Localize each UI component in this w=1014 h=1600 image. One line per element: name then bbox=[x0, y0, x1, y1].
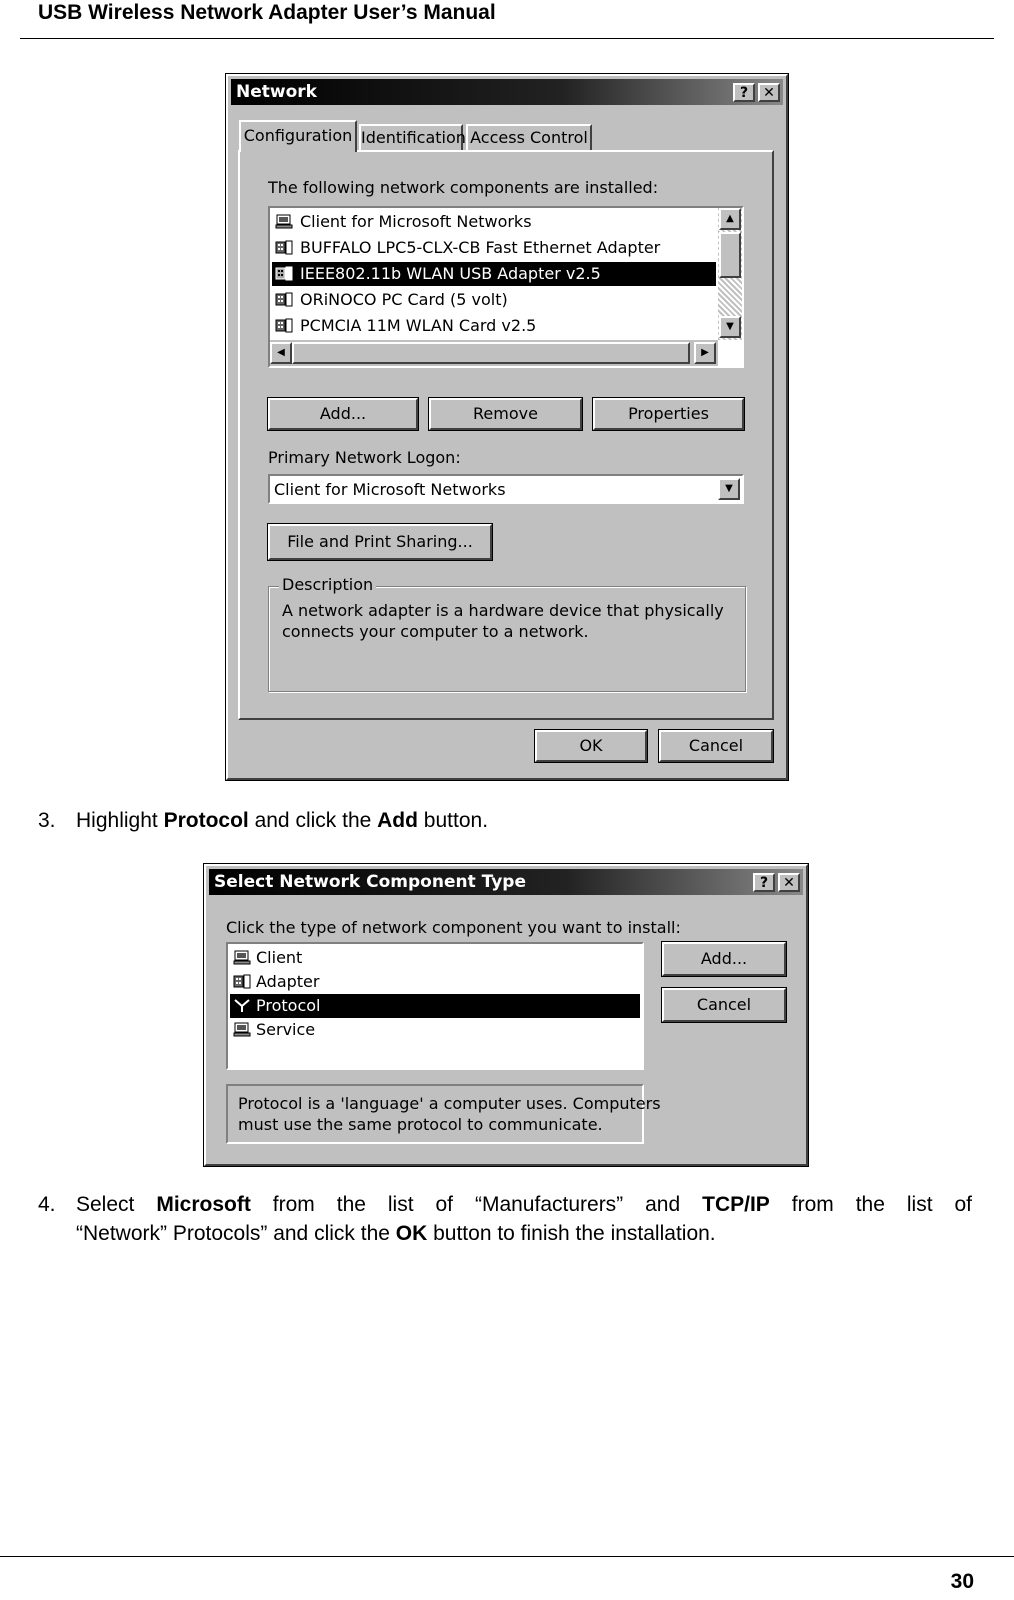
step-text: from the list of “Manufacturers” and bbox=[250, 1193, 703, 1216]
network-dialog-title: Network bbox=[236, 82, 317, 102]
component-type-prompt: Click the type of network component you want to install: bbox=[226, 918, 681, 937]
close-button[interactable]: ✕ bbox=[778, 873, 800, 892]
footer-rule bbox=[0, 1556, 1014, 1557]
adapter-icon bbox=[275, 240, 293, 255]
properties-button[interactable]: Properties bbox=[593, 398, 744, 430]
primary-logon-select[interactable] bbox=[268, 474, 744, 504]
step-4 bbox=[38, 1190, 972, 1248]
components-list-items bbox=[270, 208, 718, 340]
component-label: IEEE802.11b WLAN USB Adapter v2.5 bbox=[300, 264, 601, 283]
add-button[interactable]: Add... bbox=[268, 398, 418, 430]
network-dialog bbox=[226, 74, 788, 780]
network-dialog-titlebar bbox=[231, 79, 783, 105]
protocol-icon bbox=[233, 998, 251, 1013]
list-item[interactable] bbox=[230, 1018, 640, 1042]
step-4-line-2 bbox=[38, 1219, 972, 1248]
scroll-up-icon[interactable]: ▲ bbox=[719, 208, 741, 230]
tab-configuration-label: Configuration bbox=[243, 126, 353, 145]
primary-logon-label: Primary Network Logon: bbox=[268, 448, 461, 467]
step-4-line-1 bbox=[38, 1190, 972, 1219]
list-item-selected[interactable] bbox=[230, 994, 640, 1018]
components-label: The following network components are installed: bbox=[268, 178, 659, 197]
add-button[interactable]: Add... bbox=[662, 942, 786, 976]
list-item[interactable] bbox=[272, 288, 716, 312]
description-group bbox=[268, 575, 746, 692]
step-bold: Microsoft bbox=[156, 1193, 251, 1216]
component-type-label: Client bbox=[256, 948, 303, 967]
vertical-scrollbar[interactable] bbox=[718, 208, 742, 340]
scroll-left-icon[interactable]: ◀ bbox=[270, 342, 292, 364]
step-text: and click the bbox=[248, 809, 378, 832]
client-icon bbox=[275, 214, 293, 229]
chevron-down-icon[interactable]: ▼ bbox=[718, 478, 740, 500]
list-item[interactable] bbox=[272, 210, 716, 234]
component-type-list[interactable] bbox=[226, 942, 644, 1070]
component-label: Client for Microsoft Networks bbox=[300, 212, 532, 231]
step-bold: TCP/IP bbox=[702, 1193, 770, 1216]
select-dialog-title: Select Network Component Type bbox=[214, 872, 526, 892]
component-label: BUFFALO LPC5-CLX-CB Fast Ethernet Adapter bbox=[300, 238, 661, 257]
step-bold: Protocol bbox=[163, 809, 249, 832]
service-icon bbox=[233, 1022, 251, 1037]
primary-logon-value: Client for Microsoft Networks bbox=[274, 480, 506, 499]
step-number: 4. bbox=[38, 1193, 56, 1216]
tab-access-control[interactable] bbox=[466, 124, 592, 151]
header-rule bbox=[20, 38, 994, 39]
select-component-dialog bbox=[204, 864, 808, 1166]
list-item-selected[interactable] bbox=[272, 262, 716, 286]
list-item[interactable] bbox=[272, 314, 716, 338]
description-legend: Description bbox=[279, 575, 376, 594]
step-text: Highlight bbox=[76, 809, 164, 832]
page-number: 30 bbox=[950, 1570, 974, 1593]
component-description-line-1: Protocol is a 'language' a computer uses. Computers bbox=[238, 1094, 661, 1113]
component-type-label: Adapter bbox=[256, 972, 320, 991]
component-description-line-2: must use the same protocol to communicate. bbox=[238, 1115, 603, 1134]
step-text: button to finish the installation. bbox=[427, 1222, 716, 1245]
tab-configuration[interactable] bbox=[239, 120, 357, 152]
step-text: button. bbox=[417, 809, 489, 832]
scroll-down-icon[interactable]: ▼ bbox=[719, 316, 741, 338]
step-text: from the list of bbox=[769, 1193, 972, 1216]
component-label: PCMCIA 11M WLAN Card v2.5 bbox=[300, 316, 537, 335]
component-description-box bbox=[226, 1084, 661, 1144]
step-text: “Network” Protocols” and click the bbox=[76, 1222, 396, 1245]
adapter-icon bbox=[275, 292, 293, 307]
step-4-line-1-text bbox=[76, 1190, 972, 1219]
file-print-sharing-button[interactable]: File and Print Sharing... bbox=[268, 524, 492, 560]
step-bold: Add bbox=[377, 809, 418, 832]
component-type-label: Service bbox=[256, 1020, 316, 1039]
remove-button[interactable]: Remove bbox=[429, 398, 582, 430]
component-type-label: Protocol bbox=[256, 996, 321, 1015]
step-text: Select bbox=[76, 1193, 157, 1216]
cancel-button[interactable]: Cancel bbox=[662, 988, 786, 1022]
client-icon bbox=[233, 950, 251, 965]
manual-header-title: USB Wireless Network Adapter User’s Manual bbox=[38, 1, 496, 24]
adapter-icon bbox=[275, 266, 293, 281]
help-button[interactable]: ? bbox=[753, 873, 775, 892]
description-line-2: connects your computer to a network. bbox=[282, 622, 589, 641]
scroll-thumb[interactable] bbox=[719, 232, 741, 278]
step-bold: OK bbox=[395, 1222, 428, 1245]
cancel-button[interactable]: Cancel bbox=[659, 730, 773, 762]
step-number: 3. bbox=[38, 809, 56, 832]
scroll-right-icon[interactable]: ▶ bbox=[694, 342, 716, 364]
help-button[interactable]: ? bbox=[733, 83, 755, 102]
ok-button[interactable]: OK bbox=[535, 730, 647, 762]
close-button[interactable]: ✕ bbox=[758, 83, 780, 102]
select-dialog-titlebar bbox=[209, 869, 803, 895]
adapter-icon bbox=[233, 974, 251, 989]
description-line-1: A network adapter is a hardware device that physically bbox=[282, 601, 724, 620]
hscroll-thumb[interactable] bbox=[292, 342, 690, 364]
step-3 bbox=[38, 806, 488, 835]
list-item[interactable] bbox=[230, 946, 640, 970]
adapter-icon bbox=[275, 318, 293, 333]
tab-identification[interactable] bbox=[359, 124, 466, 151]
horizontal-scrollbar[interactable] bbox=[270, 340, 718, 366]
tab-access-control-label: Access Control bbox=[470, 128, 588, 147]
list-item[interactable] bbox=[272, 236, 716, 260]
component-label: ORiNOCO PC Card (5 volt) bbox=[300, 290, 508, 309]
components-list[interactable] bbox=[268, 206, 744, 368]
list-item[interactable] bbox=[230, 970, 640, 994]
tab-identification-label: Identification bbox=[361, 128, 466, 147]
